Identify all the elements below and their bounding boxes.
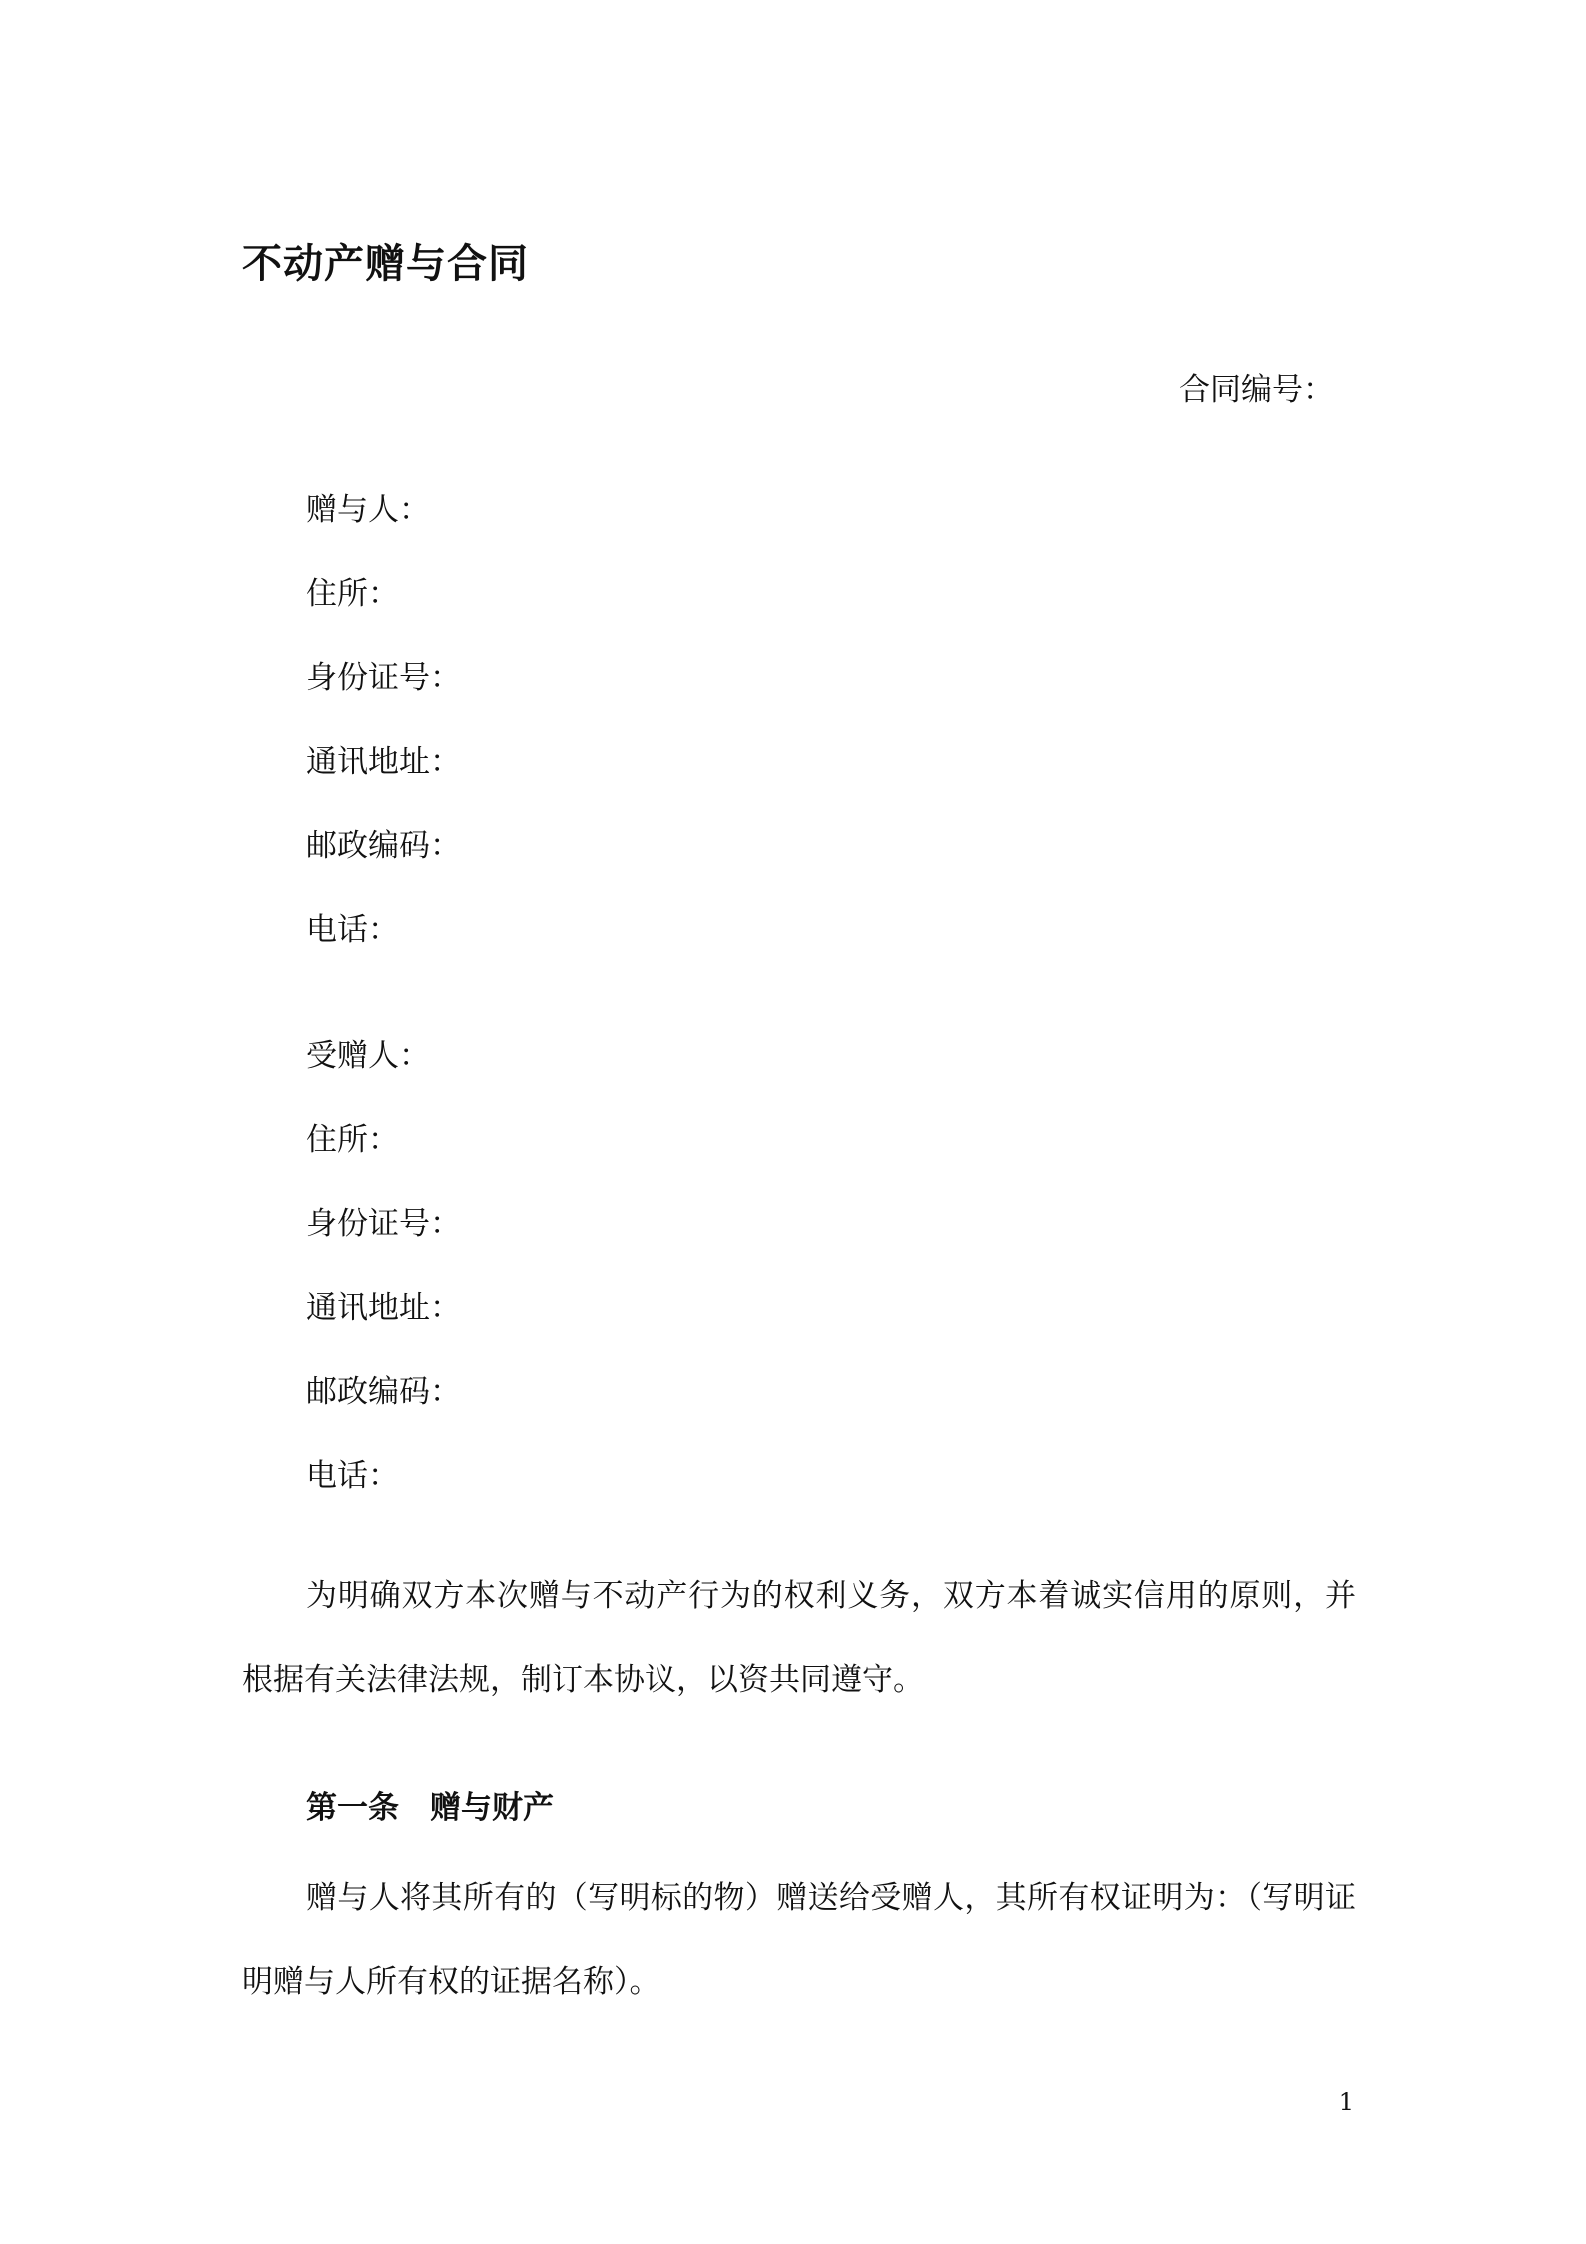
- donee-id-number-label: 身份证号：: [306, 1206, 461, 1242]
- donee-phone-label: 电话：: [306, 1458, 399, 1494]
- donee-postal-code-label: 邮政编码：: [306, 1374, 461, 1410]
- contract-number-label: 合同编号：: [1179, 372, 1334, 408]
- article-1-title: 第一条 赠与财产: [306, 1790, 554, 1826]
- page-number: 1: [1338, 2088, 1354, 2116]
- donor-phone-label: 电话：: [306, 912, 399, 948]
- donee-residence-label: 住所：: [306, 1122, 399, 1158]
- donee-label: 受赠人：: [306, 1038, 430, 1074]
- donor-residence-label: 住所：: [306, 576, 399, 612]
- donor-postal-code-label: 邮政编码：: [306, 828, 461, 864]
- article-1-body: 赠与人将其所有的（写明标的物）赠送给受赠人，其所有权证明为：（写明证明赠与人所有权的证据名称）。: [242, 1880, 1356, 2000]
- donee-address-label: 通讯地址：: [306, 1290, 461, 1326]
- donor-address-label: 通讯地址：: [306, 744, 461, 780]
- donor-label: 赠与人：: [306, 492, 430, 528]
- document-title: 不动产赠与合同: [242, 241, 529, 287]
- preamble-paragraph: 为明确双方本次赠与不动产行为的权利义务，双方本着诚实信用的原则，并根据有关法律法规，制订本协议，以资共同遵守。: [242, 1578, 1356, 1698]
- donor-id-number-label: 身份证号：: [306, 660, 461, 696]
